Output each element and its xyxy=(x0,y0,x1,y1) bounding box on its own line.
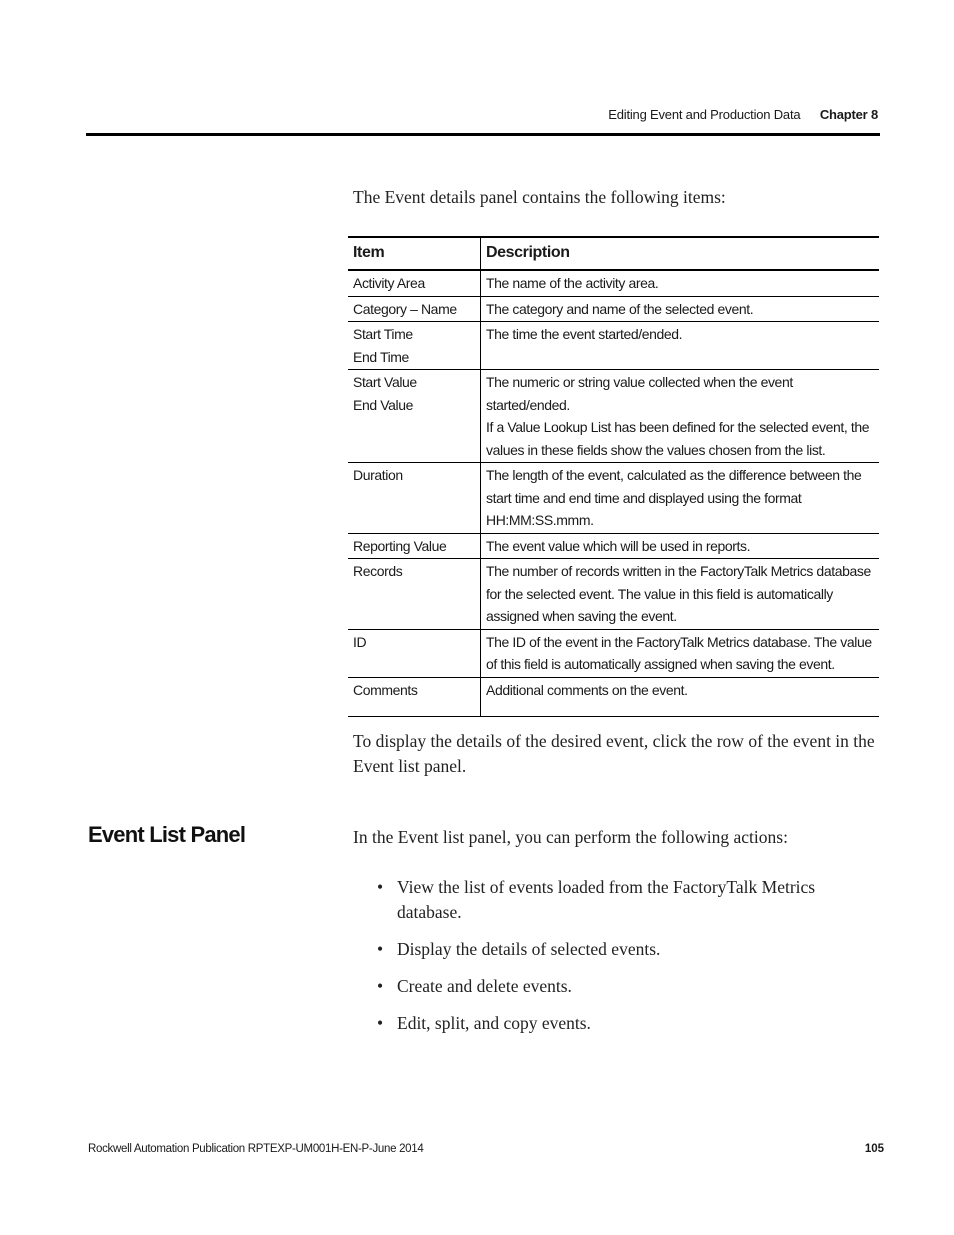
item-line: Start Value xyxy=(353,374,417,390)
cell-description xyxy=(481,370,880,463)
table-row xyxy=(348,629,879,677)
description-paragraph: The ID of the event in the FactoryTalk Metrics database. The value of this field is automatically assigned when saving the event. xyxy=(486,633,872,672)
cell-description xyxy=(481,629,880,677)
cell-item xyxy=(348,370,481,463)
table-row xyxy=(348,533,879,559)
description-paragraph: Additional comments on the event. xyxy=(486,681,688,698)
table-row xyxy=(348,677,879,716)
item-line: ID xyxy=(353,633,367,650)
cell-description xyxy=(481,463,880,534)
list-item-text: Create and delete events. xyxy=(397,976,572,996)
header-chapter: Chapter 8 xyxy=(819,107,878,122)
item-line: Comments xyxy=(353,681,418,698)
table-intro: The Event details panel contains the following items: xyxy=(353,187,726,207)
table-row xyxy=(348,296,879,322)
header-section-title: Editing Event and Production Data xyxy=(608,107,801,122)
running-header xyxy=(608,107,878,122)
item-line: Start Time xyxy=(353,326,413,342)
column-header-item: Item xyxy=(348,237,481,270)
description-paragraph: The number of records written in the FactoryTalk Metrics database for the selected event. The value in this field is automatically assigned when saving the event. xyxy=(486,563,871,624)
list-item-text: Display the details of selected events. xyxy=(397,939,661,959)
description-paragraph: The numeric or string value collected when the event started/ended. xyxy=(486,374,793,413)
cell-item xyxy=(348,533,481,559)
item-line: Category – Name xyxy=(353,300,457,317)
table-row xyxy=(348,463,879,534)
cell-item xyxy=(348,296,481,322)
list-item xyxy=(377,937,877,962)
cell-description xyxy=(481,322,880,370)
cell-description xyxy=(481,677,880,716)
footer-publication: Rockwell Automation Publication RPTEXP-UM001H-EN-P-June 2014 xyxy=(88,1143,424,1155)
event-details-table xyxy=(348,236,879,717)
item-line: Records xyxy=(353,563,403,579)
cell-description xyxy=(481,533,880,559)
list-item xyxy=(377,1011,877,1036)
cell-item xyxy=(348,270,481,296)
description-paragraph: The event value which will be used in reports. xyxy=(486,537,751,554)
list-item-text: Edit, split, and copy events. xyxy=(397,1013,591,1033)
cell-description xyxy=(481,296,880,322)
table-row xyxy=(348,559,879,630)
description-paragraph: The time the event started/ended. xyxy=(486,326,683,342)
list-item xyxy=(377,875,877,925)
list-item-text: View the list of events loaded from the FactoryTalk Metrics database. xyxy=(397,877,816,922)
cell-item xyxy=(348,629,481,677)
cell-item xyxy=(348,559,481,630)
table-followup: To display the details of the desired event, click the row of the event in the Event list panel. xyxy=(353,731,875,776)
description-paragraph: The length of the event, calculated as the difference between the start time and end time and displayed using the format HH:MM:SS.mmm. xyxy=(486,467,862,528)
item-line: End Time xyxy=(353,348,409,365)
section-intro: In the Event list panel, you can perform the following actions: xyxy=(353,827,788,847)
table-row xyxy=(348,370,879,463)
bullet-icon: • xyxy=(377,1013,384,1033)
table-row xyxy=(348,322,879,370)
table-header-row xyxy=(348,237,879,270)
description-paragraph: If a Value Lookup List has been defined for the selected event, the values in these fields show the values chosen from the list. xyxy=(486,419,870,458)
item-line: Activity Area xyxy=(353,275,425,291)
item-line: Reporting Value xyxy=(353,537,447,554)
bullet-icon: • xyxy=(377,877,384,897)
item-line: End Value xyxy=(353,396,413,413)
cell-item xyxy=(348,677,481,716)
cell-description xyxy=(481,270,880,296)
cell-description xyxy=(481,559,880,630)
cell-item xyxy=(348,322,481,370)
column-header-description: Description xyxy=(481,237,880,270)
page-number: 105 xyxy=(864,1143,884,1155)
table-row xyxy=(348,270,879,296)
item-line: Duration xyxy=(353,467,403,483)
bullet-icon: • xyxy=(377,976,384,996)
header-rule xyxy=(86,133,880,136)
cell-item xyxy=(348,463,481,534)
bullet-icon: • xyxy=(377,939,384,959)
description-paragraph: The category and name of the selected event. xyxy=(486,300,754,317)
description-paragraph: The name of the activity area. xyxy=(486,275,659,291)
list-item xyxy=(377,974,877,999)
action-list xyxy=(377,875,877,1048)
section-heading: Event List Panel xyxy=(88,822,246,847)
